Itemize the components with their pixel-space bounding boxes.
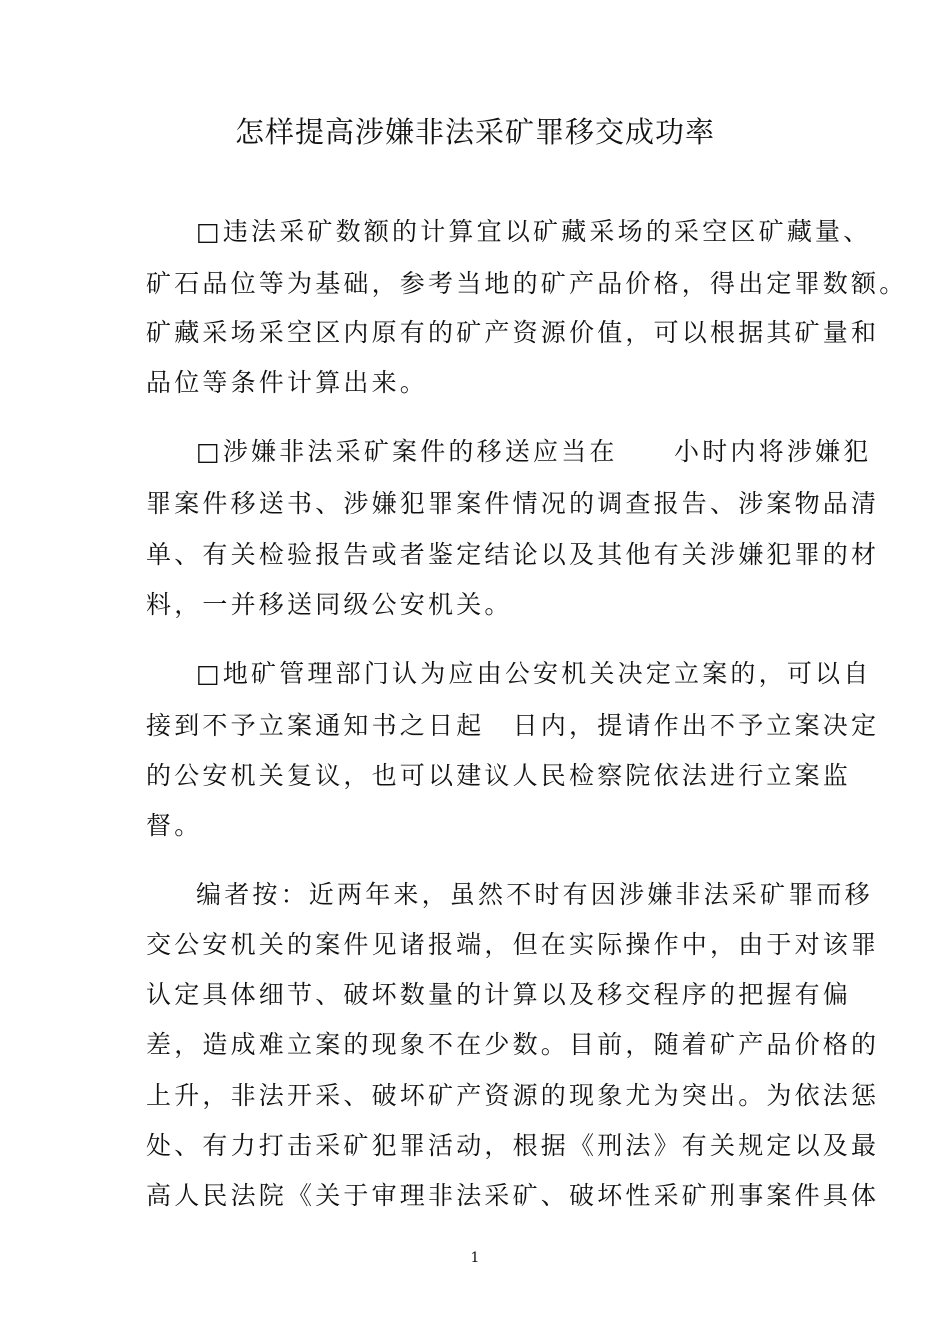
- paragraph-2-line-4: 料，一并移送同级公安机关。: [146, 590, 513, 619]
- paragraph-3-line-4: 督。: [146, 811, 203, 840]
- paragraph-4-line-2: 交公安机关的案件见诸报端，但在实际操作中，由于对该罪: [146, 930, 880, 959]
- paragraph-3-line-1: □地矿管理部门认为应由公安机关决定立案的，可以自: [196, 659, 872, 688]
- paragraph-1-line-1: □违法采矿数额的计算宜以矿藏采场的采空区矿藏量、: [196, 217, 872, 246]
- paragraph-1-line-3: 矿藏采场采空区内原有的矿产资源价值，可以根据其矿量和: [146, 318, 880, 347]
- paragraph-2-line-1: □涉嫌非法采矿案件的移送应当在 小时内将涉嫌犯: [196, 437, 872, 466]
- paragraph-4-line-7: 高人民法院《关于审理非法采矿、破坏性采矿刑事案件具体: [146, 1181, 880, 1210]
- page-number: 1: [470, 1250, 480, 1266]
- paragraph-3-line-3: 的公安机关复议，也可以建议人民检察院依法进行立案监: [146, 761, 852, 790]
- paragraph-4-line-1: 编者按：近两年来，虽然不时有因涉嫌非法采矿罪而移: [196, 880, 873, 909]
- paragraph-4-line-5: 上升，非法开采、破坏矿产资源的现象尤为突出。为依法惩: [146, 1081, 880, 1110]
- paragraph-4-line-4: 差，造成难立案的现象不在少数。目前，随着矿产品价格的: [146, 1030, 880, 1059]
- paragraph-4-line-3: 认定具体细节、破坏数量的计算以及移交程序的把握有偏: [146, 980, 852, 1009]
- paragraph-2-line-2: 罪案件移送书、涉嫌犯罪案件情况的调查报告、涉案物品清: [146, 489, 880, 518]
- paragraph-4-line-6: 处、有力打击采矿犯罪活动，根据《刑法》有关规定以及最: [146, 1131, 880, 1160]
- paragraph-2-line-3: 单、有关检验报告或者鉴定结论以及其他有关涉嫌犯罪的材: [146, 540, 880, 569]
- paragraph-1-line-2: 矿石品位等为基础，参考当地的矿产品价格，得出定罪数额。: [146, 269, 908, 298]
- document-title: 怎样提高涉嫌非法采矿罪移交成功率: [234, 115, 715, 149]
- paragraph-1-line-4: 品位等条件计算出来。: [146, 368, 429, 397]
- paragraph-3-line-2: 接到不予立案通知书之日起 日内，提请作出不予立案决定: [146, 711, 880, 740]
